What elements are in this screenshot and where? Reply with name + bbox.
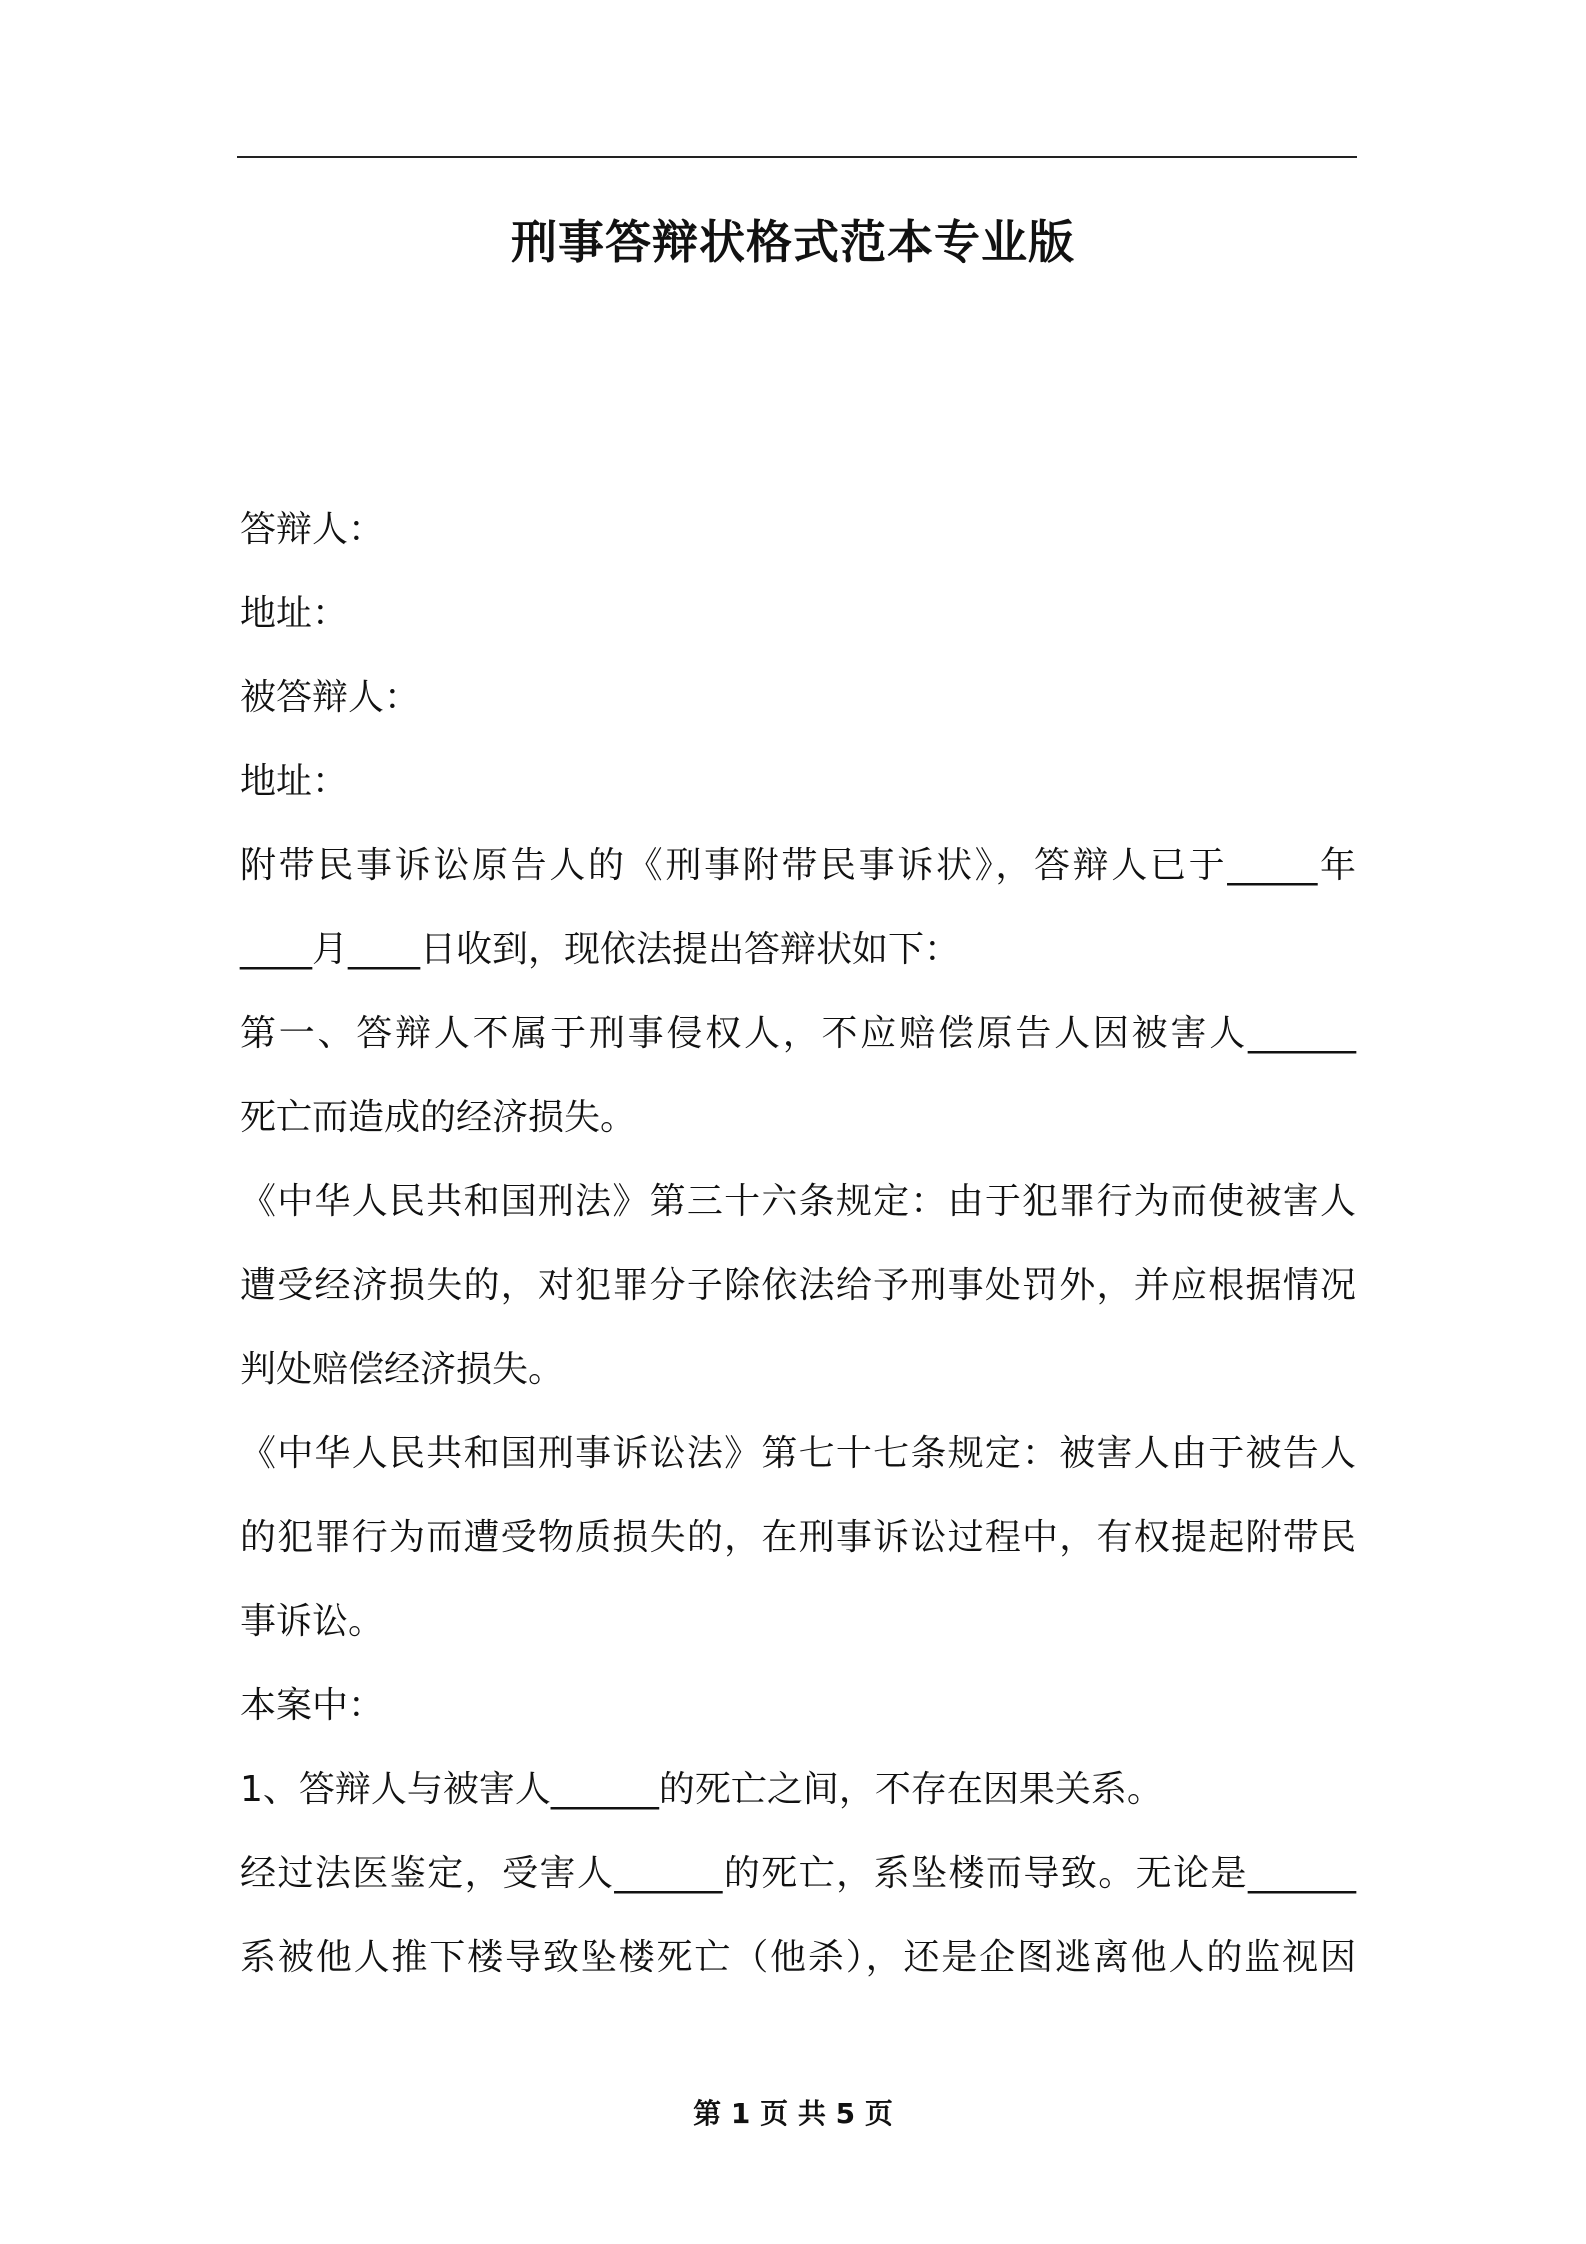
paragraph-line: 系被他人推下楼导致坠楼死亡（他杀），还是企图逃离他人的监视因 [240, 1937, 1356, 1978]
section-heading: 本案中： [240, 1685, 385, 1726]
respondent-address-line: 地址： [240, 593, 349, 634]
list-item: 1、答辩人与被害人______的死亡之间，不存在因果关系。 [240, 1769, 1163, 1810]
paragraph-line: 遭受经济损失的，对犯罪分子除依法给予刑事处罚外，并应根据情况 [240, 1265, 1356, 1306]
opposing-address-line: 地址： [240, 761, 349, 802]
paragraph-line: 附带民事诉讼原告人的《刑事附带民事诉状》，答辩人已于_____年 [240, 845, 1356, 886]
page-number: 第 1 页 共 5 页 [693, 2097, 893, 2130]
paragraph-line: 经过法医鉴定，受害人______的死亡，系坠楼而导致。无论是______ [240, 1853, 1356, 1894]
paragraph-line: ____月____日收到，现依法提出答辩状如下： [240, 929, 961, 970]
paragraph-line: 判处赔偿经济损失。 [240, 1349, 565, 1390]
paragraph-line: 《中华人民共和国刑法》第三十六条规定：由于犯罪行为而使被害人 [240, 1181, 1356, 1222]
paragraph-line: 《中华人民共和国刑事诉讼法》第七十七条规定：被害人由于被告人 [240, 1433, 1356, 1474]
header-rule [237, 156, 1357, 158]
respondent-line: 答辩人： [240, 509, 385, 550]
paragraph-line: 的犯罪行为而遭受物质损失的，在刑事诉讼过程中，有权提起附带民 [240, 1517, 1356, 1558]
paragraph-line: 事诉讼。 [240, 1601, 385, 1642]
document-body [240, 488, 1356, 2000]
document-title: 刑事答辩状格式范本专业版 [511, 215, 1075, 269]
opposing-party-line: 被答辩人： [240, 677, 421, 718]
paragraph-line: 第一、答辩人不属于刑事侵权人，不应赔偿原告人因被害人______ [240, 1013, 1356, 1054]
paragraph-line: 死亡而造成的经济损失。 [240, 1097, 637, 1138]
